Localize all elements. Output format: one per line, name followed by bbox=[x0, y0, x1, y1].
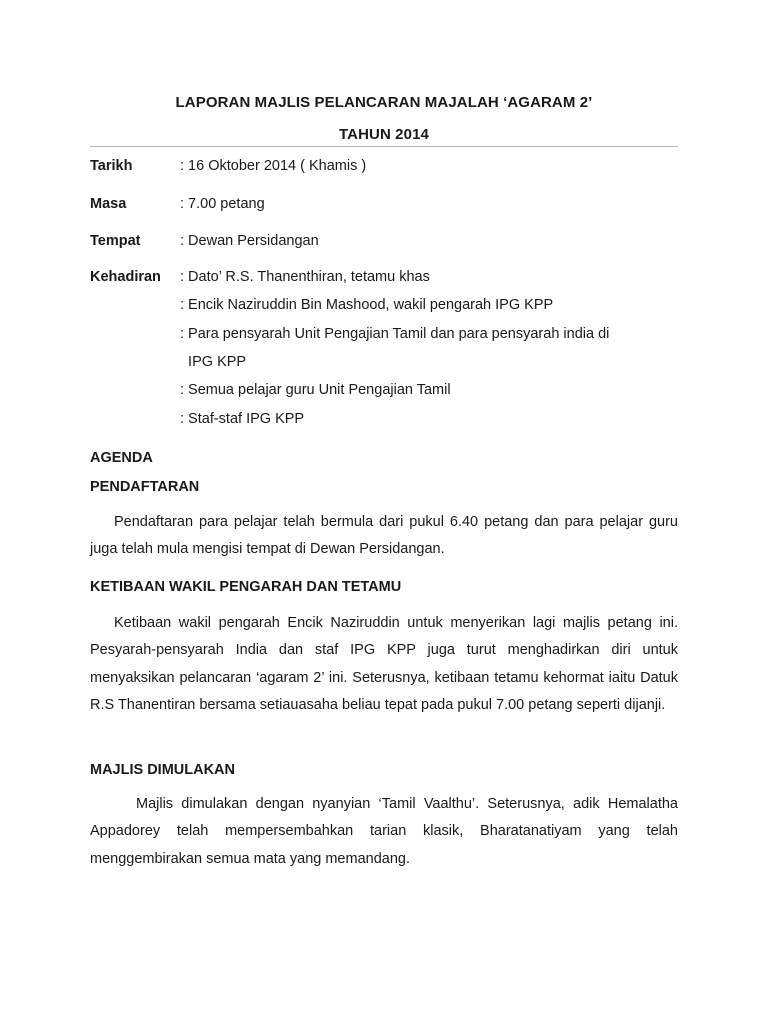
kehadiran-item: : Staf-staf IPG KPP bbox=[180, 411, 305, 427]
tarikh-label: Tarikh bbox=[90, 158, 133, 174]
tarikh-value: : 16 Oktober 2014 ( Khamis ) bbox=[180, 158, 367, 174]
ketibaan-paragraph: Ketibaan wakil pengarah Encik Naziruddin untuk menyerikan lagi majlis petang ini. Pesyarah-pensyarah India dan staf IPG KPP juga turut menghadirkan diri untuk menyaksikan pelancaran ‘agaram 2’ ini. Seterusnya, ketibaan tetamu kehormat iaitu Datuk R.S Thanentiran bersama setiauasaha beliau tepat pada pukul 7.00 petang seperti dijanji. bbox=[90, 615, 678, 713]
kehadiran-item: : Encik Naziruddin Bin Mashood, wakil pengarah IPG KPP bbox=[180, 297, 554, 313]
kehadiran-item: : Semua pelajar guru Unit Pengajian Tamil bbox=[180, 382, 451, 398]
kehadiran-item: : Dato’ R.S. Thanenthiran, tetamu khas bbox=[180, 269, 430, 285]
kehadiran-item: : Para pensyarah Unit Pengajian Tamil dan para pensyarah india di bbox=[180, 326, 610, 342]
majlis-heading: MAJLIS DIMULAKAN bbox=[90, 762, 235, 778]
document-subtitle-year: TAHUN 2014 bbox=[339, 126, 429, 143]
title-divider bbox=[90, 146, 678, 147]
tempat-value: : Dewan Persidangan bbox=[180, 233, 319, 249]
kehadiran-item-continuation: IPG KPP bbox=[180, 354, 247, 370]
pendaftaran-paragraph: Pendaftaran para pelajar telah bermula dari pukul 6.40 petang dan para pelajar guru juga telah mula mengisi tempat di Dewan Persidangan. bbox=[90, 514, 678, 558]
masa-value: : 7.00 petang bbox=[180, 196, 265, 212]
kehadiran-label: Kehadiran bbox=[90, 269, 161, 285]
document-title: LAPORAN MAJLIS PELANCARAN MAJALAH ‘AGARAM 2’ bbox=[175, 94, 593, 111]
majlis-paragraph: Majlis dimulakan dengan nyanyian ‘Tamil Vaalthu’. Seterusnya, adik Hemalatha Appadorey telah mempersembahkan tarian klasik, Bharatanatiyam yang telah menggembirakan semua mata yang memandang. bbox=[90, 796, 678, 867]
tempat-label: Tempat bbox=[90, 233, 141, 249]
pendaftaran-heading: PENDAFTARAN bbox=[90, 479, 200, 495]
agenda-heading: AGENDA bbox=[90, 450, 153, 466]
ketibaan-heading: KETIBAAN WAKIL PENGARAH DAN TETAMU bbox=[90, 579, 402, 595]
masa-label: Masa bbox=[90, 196, 127, 212]
